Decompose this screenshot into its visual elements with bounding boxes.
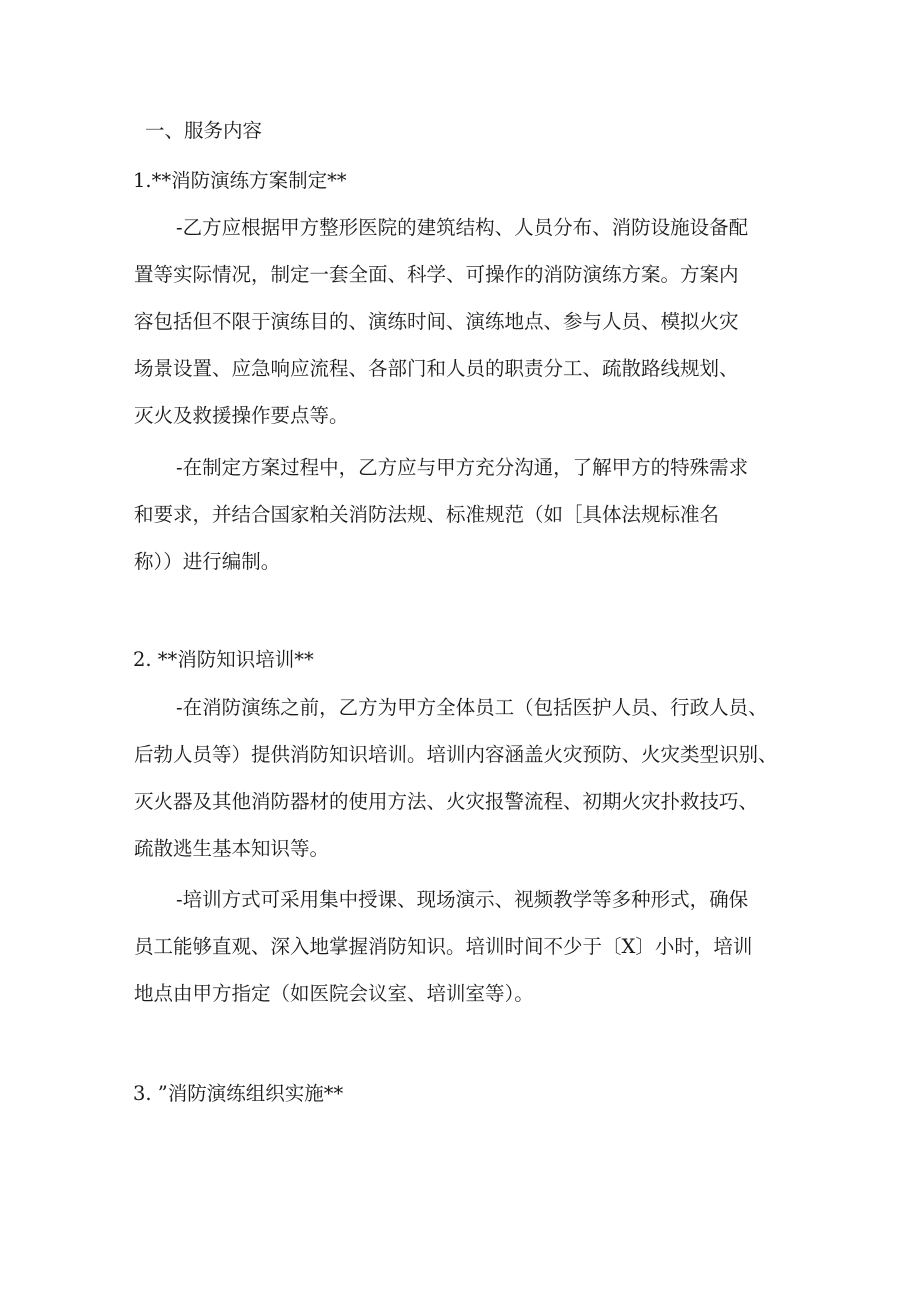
item-1-para-2-line-3: 称））进行编制。 bbox=[134, 550, 281, 573]
section-title: 一、服务内容 bbox=[145, 119, 263, 142]
item-1-heading: 1.**消防演练方案制定** bbox=[133, 169, 347, 192]
item-2-para-2-line-2: 员工能够直观、深入地掌握消防知识。培训时间不少于〔X〕小时，培训 bbox=[134, 935, 753, 958]
item-1-para-1-line-4: 场景设置、应急响应流程、各部门和人员的职责分工、疏散路线规划、 bbox=[134, 357, 739, 380]
item-1-para-1-line-5: 灭火及救援操作要点等。 bbox=[134, 404, 349, 427]
item-1-para-1-line-3: 容包括但不限于演练目的、演练时间、演练地点、参与人员、模拟火灾 bbox=[134, 310, 739, 333]
item-3-heading: 3. ”消防演练组织实施** bbox=[133, 1082, 344, 1105]
item-1-para-1-line-2: 置等实际情况，制定一套全面、科学、可操作的消防演练方案。方案内 bbox=[134, 263, 739, 286]
item-2-para-1-line-4: 疏散逃生基本知识等。 bbox=[134, 837, 330, 860]
item-1-para-1-line-1: -乙方应根据甲方整形医院的建筑结构、人员分布、消防设施设备配 bbox=[176, 216, 749, 239]
item-2-para-1-line-3: 灭火器及其他消防器材的使用方法、火灾报警流程、初期火灾扑救技巧、 bbox=[134, 790, 759, 813]
item-2-para-2-line-1: -培训方式可采用集中授课、现场演示、视频教学等多种形式，确保 bbox=[176, 888, 749, 911]
item-1-para-2-line-2: 和要求，并结合国家粕关消防法规、标准规范（如［具体法规标准名 bbox=[134, 503, 720, 526]
item-2-para-2-line-3: 地点由甲方指定（如医院会议室、培训室等）。 bbox=[134, 982, 534, 1005]
item-2-heading: 2. **消防知识培训** bbox=[133, 648, 314, 671]
item-2-para-1-line-1: -在消防演练之前，乙方为甲方全体员工（包括医护人员、行政人员、 bbox=[176, 696, 768, 719]
item-2-para-1-line-2: 后勃人员等）提供消防知识培训。培训内容涵盖火灾预防、火灾类型识别、 bbox=[134, 743, 778, 766]
item-1-para-2-line-1: -在制定方案过程中，乙方应与甲方充分沟通，了解甲方的特殊需求 bbox=[176, 456, 749, 479]
